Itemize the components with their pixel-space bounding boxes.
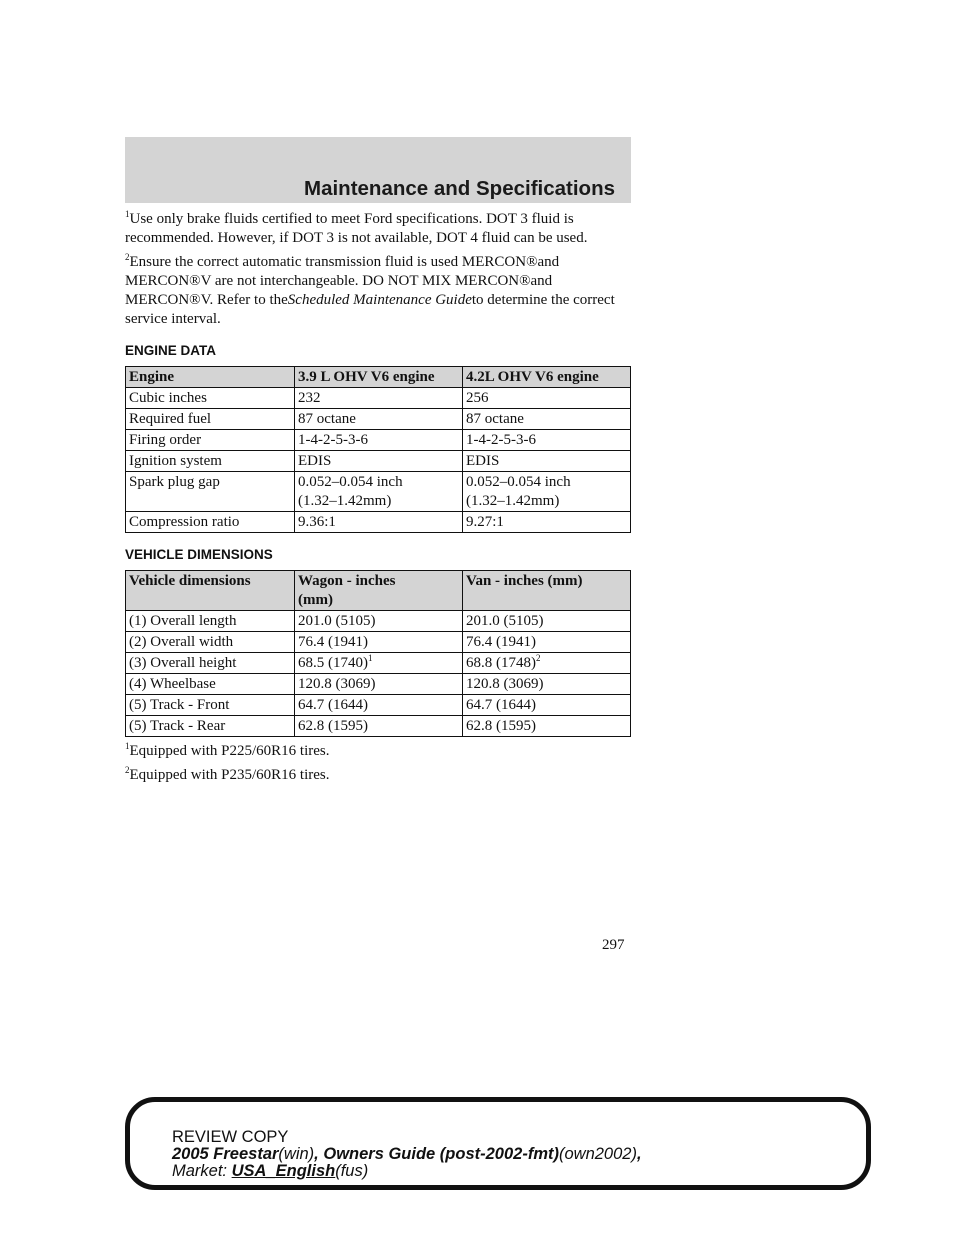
model-name: 2005 Freestar bbox=[172, 1145, 279, 1163]
review-copy-label: REVIEW COPY bbox=[172, 1128, 289, 1146]
guide-code: (own2002) bbox=[558, 1145, 637, 1163]
table-row bbox=[126, 512, 631, 533]
maintenance-guide-reference: Scheduled Maintenance Guide bbox=[287, 292, 472, 308]
column-header: 3.9 L OHV V6 engine bbox=[295, 367, 463, 388]
footnote-brake-fluid bbox=[125, 210, 631, 248]
review-copy-document-line bbox=[172, 1146, 642, 1163]
table-cell: Spark plug gap bbox=[126, 472, 295, 512]
footnote-mark: 1 bbox=[368, 653, 373, 663]
table-cell: 201.0 (5105) bbox=[295, 611, 463, 632]
gap-mm: (1.32–1.42mm) bbox=[298, 493, 392, 509]
footnote-text: Equipped with P235/60R16 tires. bbox=[129, 767, 330, 783]
table-cell: Firing order bbox=[126, 430, 295, 451]
table-row bbox=[126, 716, 631, 737]
table-cell: 120.8 (3069) bbox=[295, 674, 463, 695]
table-cell: 62.8 (1595) bbox=[463, 716, 631, 737]
footnote-text: Ensure the correct automatic transmission fluid is used MERCON®and MERCON®V are not interchangeable. DO NOT MIX MERCON®and MERCON®V. Refer to the bbox=[125, 254, 560, 308]
table-cell: 232 bbox=[295, 388, 463, 409]
table-cell: 256 bbox=[463, 388, 631, 409]
review-copy-text bbox=[172, 1129, 642, 1180]
table-cell: 9.27:1 bbox=[463, 512, 631, 533]
column-header: Vehicle dimensions bbox=[126, 571, 295, 611]
table-cell: 62.8 (1595) bbox=[295, 716, 463, 737]
separator: , bbox=[314, 1145, 319, 1163]
table-cell: 64.7 (1644) bbox=[463, 695, 631, 716]
table-header-row bbox=[126, 571, 631, 611]
market-label: Market: bbox=[172, 1162, 228, 1180]
table-cell: Cubic inches bbox=[126, 388, 295, 409]
footnote-tire-p235 bbox=[125, 766, 631, 785]
column-header: Engine bbox=[126, 367, 295, 388]
table-row bbox=[126, 632, 631, 653]
table-cell: 1-4-2-5-3-6 bbox=[295, 430, 463, 451]
footnote-mark: 2 bbox=[536, 653, 541, 663]
table-cell bbox=[463, 653, 631, 674]
table-cell: (3) Overall height bbox=[126, 653, 295, 674]
footnote-mark: 1 bbox=[125, 741, 130, 751]
page-title: Maintenance and Specifications bbox=[304, 177, 615, 200]
vehicle-dimensions-heading: VEHICLE DIMENSIONS bbox=[125, 547, 273, 562]
column-header: Van - inches (mm) bbox=[463, 571, 631, 611]
wagon-header-unit: (mm) bbox=[298, 592, 333, 608]
engine-data-table bbox=[125, 366, 631, 533]
header-band bbox=[125, 137, 631, 203]
table-row bbox=[126, 388, 631, 409]
table-cell: Compression ratio bbox=[126, 512, 295, 533]
gap-inch: 0.052–0.054 inch bbox=[298, 474, 403, 490]
table-cell: 76.4 (1941) bbox=[295, 632, 463, 653]
footnote-mark: 1 bbox=[125, 209, 130, 219]
table-row bbox=[126, 695, 631, 716]
table-cell bbox=[295, 472, 463, 512]
column-header: 4.2L OHV V6 engine bbox=[463, 367, 631, 388]
footnote-text: Use only brake fluids certified to meet Ford specifications. DOT 3 fluid is recommended. However, if DOT 3 is not available, DOT 4 fluid can be used. bbox=[125, 211, 588, 246]
footnote-transmission-fluid bbox=[125, 253, 631, 329]
column-header bbox=[295, 571, 463, 611]
table-row bbox=[126, 653, 631, 674]
footnote-mark: 2 bbox=[125, 252, 130, 262]
table-row bbox=[126, 674, 631, 695]
vehicle-dimensions-table bbox=[125, 570, 631, 737]
footnote-text: Equipped with P225/60R16 tires. bbox=[129, 743, 330, 759]
engine-data-heading: ENGINE DATA bbox=[125, 343, 216, 358]
table-cell bbox=[463, 472, 631, 512]
model-code: (win) bbox=[278, 1145, 315, 1163]
separator: , bbox=[636, 1145, 642, 1163]
wagon-header-label: Wagon - inches bbox=[298, 573, 396, 589]
gap-mm: (1.32–1.42mm) bbox=[466, 493, 560, 509]
table-cell: 87 octane bbox=[463, 409, 631, 430]
footnote-mark: 2 bbox=[125, 765, 130, 775]
table-cell: EDIS bbox=[463, 451, 631, 472]
page-content bbox=[125, 210, 631, 785]
review-copy-box bbox=[125, 1097, 871, 1190]
table-cell: 76.4 (1941) bbox=[463, 632, 631, 653]
height-value: 68.5 (1740) bbox=[298, 655, 368, 671]
page-number: 297 bbox=[602, 937, 625, 953]
table-row bbox=[126, 611, 631, 632]
table-cell: (4) Wheelbase bbox=[126, 674, 295, 695]
height-value: 68.8 (1748) bbox=[466, 655, 536, 671]
table-row bbox=[126, 430, 631, 451]
guide-name: Owners Guide (post-2002-fmt) bbox=[323, 1145, 559, 1163]
market-name: USA_English bbox=[231, 1162, 336, 1180]
table-cell: 1-4-2-5-3-6 bbox=[463, 430, 631, 451]
table-cell: 9.36:1 bbox=[295, 512, 463, 533]
footnote-tire-p225 bbox=[125, 742, 631, 761]
table-cell: 87 octane bbox=[295, 409, 463, 430]
review-copy-market-line bbox=[172, 1163, 642, 1180]
table-cell: (5) Track - Rear bbox=[126, 716, 295, 737]
table-cell: Required fuel bbox=[126, 409, 295, 430]
table-cell bbox=[295, 653, 463, 674]
footnote-text-end: to determine the correct service interval. bbox=[125, 292, 615, 327]
table-cell: (5) Track - Front bbox=[126, 695, 295, 716]
table-row bbox=[126, 409, 631, 430]
table-cell: EDIS bbox=[295, 451, 463, 472]
table-cell: Ignition system bbox=[126, 451, 295, 472]
market-code: (fus) bbox=[335, 1162, 369, 1180]
table-cell: 201.0 (5105) bbox=[463, 611, 631, 632]
table-cell: (1) Overall length bbox=[126, 611, 295, 632]
table-header-row bbox=[126, 367, 631, 388]
table-cell: 64.7 (1644) bbox=[295, 695, 463, 716]
table-cell: (2) Overall width bbox=[126, 632, 295, 653]
table-row bbox=[126, 451, 631, 472]
gap-inch: 0.052–0.054 inch bbox=[466, 474, 571, 490]
table-cell: 120.8 (3069) bbox=[463, 674, 631, 695]
table-row bbox=[126, 472, 631, 512]
